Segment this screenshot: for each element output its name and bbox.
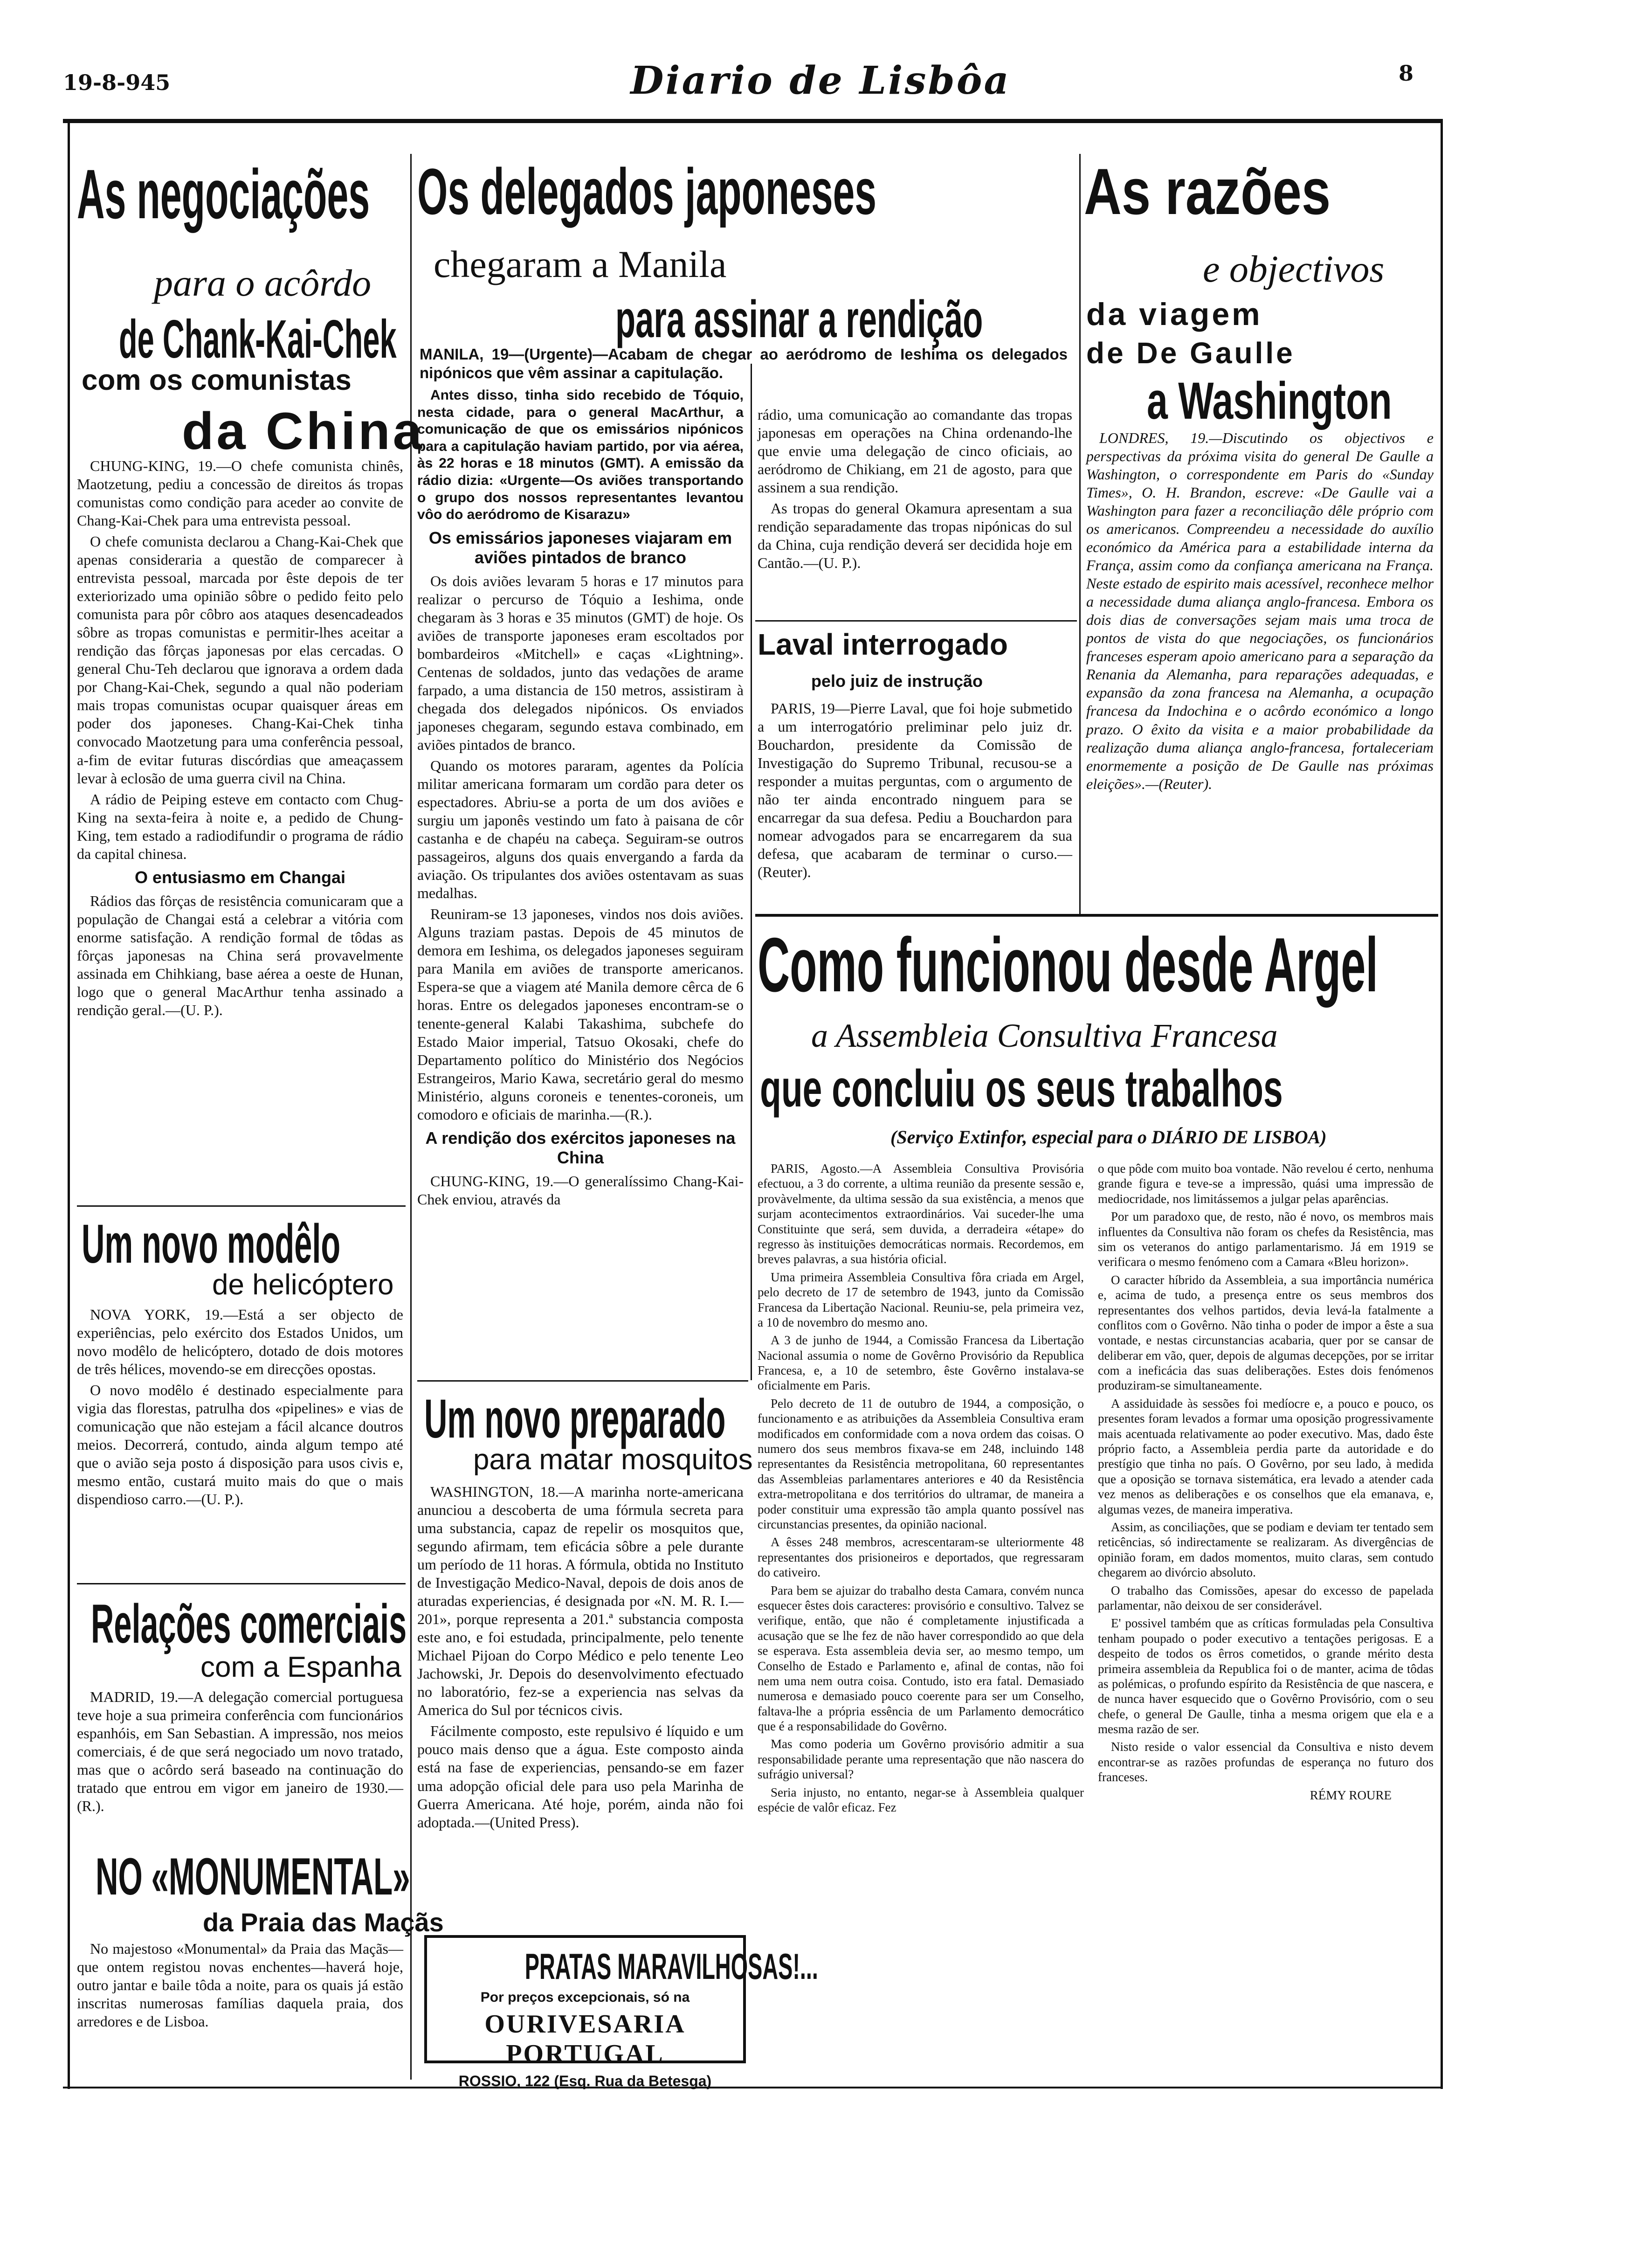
headline-relacoes-comerciais: Relações comerciais <box>91 1593 407 1655</box>
subhead-de-de-gaulle: de De Gaulle <box>1086 336 1295 370</box>
subhead-com-a-espanha: com a Espanha <box>200 1651 401 1683</box>
paragraph: No majestoso «Monumental» da Praia das Maçãs—que ontem registou novas enchentes—haverá hoje, outro jantar e baile tôda a noite, para os quais já estão inscritas numerosas famílias daquela praia, dos arredores e de Lisboa. <box>77 1940 403 2030</box>
paragraph: WASHINGTON, 18.—A marinha norte-americana anunciou a descoberta de uma fórmula secreta para uma substancia, capaz de repelir os mosquitos que, segundo afirmam, tem eficácia sôbre a pele durante um período de 11 horas. A fórmula, obtida no Instituto de Investigação Medico-Naval, depois de dois anos de aturadas experiencias, é designada por «N. M. R. I.—201», porque representa a 201.ª substancia composta este ano, e foi estudada, principalmente, pelo tenente Michael Pijoan do Corpo Médico e pelo tenente Leo Jachowski, Jr. Depois do desenvolvimento efectuado no laboratório, fez-se a experiencia nas selvas da America do Sul por técnicos civis. <box>417 1483 744 1719</box>
paragraph: rádio, uma comunicação ao comandante das tropas japonesas em operações na China ordenando-lhe que envie uma delegação de cinco oficiais, ao aeródromo de Chikiang, em 21 de agosto, para que assinem a sua rendição. <box>758 406 1072 496</box>
masthead: Diario de Lisbôa <box>630 58 1011 103</box>
article-preparado <box>417 1483 744 1834</box>
paragraph: Uma primeira Assembleia Consultiva fôra criada em Argel, pelo decreto de 17 de setembro de 1943, junto da Comissão Francesa da Libertação Nacional. Reuniu-se, pela primeira vez, a 10 de novembro do mesmo ano. <box>758 1270 1084 1329</box>
paragraph: Reuniram-se 13 japoneses, vindos nos dois aviões. Alguns traziam pastas. Depois de 45 minutos de demora em Ieshima, os delegados japoneses seguiram para Manila em aviões de transporte americanos. Espera-se que a viagem até Manila demore cêrca de 6 horas. Entre os delegados japoneses encontram-se o tenente-general Kalabi Takashima, subchefe do Estado Maior imperial, Tatsuo Okosaki, chefe do Departamento político do Ministério dos Negócios Estrangeiros, Mario Kawa, secretário geral do mesmo Ministério, alguns coroneis e tenentes-coroneis, um comodoro e oficiais de marinha.—(R.). <box>417 906 744 1123</box>
paragraph: Nisto reside o valor essencial da Consultiva e nisto devem encontrar-se as razões profundas de esperança no futuro dos franceses. <box>1098 1740 1434 1784</box>
paragraph: Mas como poderia um Govêrno provisório admitir a sua responsabilidade perante uma representação que não nascera do sufrágio universal? <box>758 1737 1084 1782</box>
subhead-praia-das-macas: da Praia das Maçãs <box>203 1908 444 1937</box>
right-border <box>1441 119 1443 2089</box>
article-delegados-cont <box>758 406 1072 575</box>
paragraph: O chefe comunista declarou a Chang-Kai-Chek que apenas consideraria a questão de comparecer à entrevista pessoal, marcada por êste depois de ter exteriorizado uma opinião sôbre o pedido feito pelo comunista para pôr côbro aos ataques desencadeados sôbre as tropas comunistas e permitir-lhes aceitar a rendição das fôrças japonesas por elas cercadas. O general Chu-Teh declarou que ignorava a ordem dada por Chang-Kai-Chek, segundo a qual não poderiam mais tropas comunistas ocupar quaisquer áreas em poder dos japoneses. Chang-Kai-Chek tinha convocado Maotzetung para uma conferência pessoal, a-fim de evitar futuras discórdias que ameaçassem levar à eclosão de uma guerra civil na China. <box>77 533 403 787</box>
subhead-concluiu: que concluiu os seus trabalhos <box>760 1059 1283 1118</box>
page-number: 8 <box>1399 61 1414 86</box>
ad-line-ourivesaria: OURIVESARIA PORTUGAL <box>484 2010 686 2068</box>
article-razoes <box>1086 429 1434 796</box>
headline-laval: Laval interrogado <box>758 628 1008 661</box>
issue-date: 19-8-945 <box>63 70 171 95</box>
subhead-da-china: da China <box>182 402 425 460</box>
subhead-matar-mosquitos: para matar mosquitos <box>473 1444 753 1476</box>
headline-novo-preparado: Um novo preparado <box>424 1388 726 1450</box>
headline-novo-modelo: Um novo modêlo <box>82 1213 341 1275</box>
subhead-helicoptero: de helicóptero <box>212 1269 394 1301</box>
headline-negociacoes: As negociações <box>77 155 370 233</box>
paragraph: Fácilmente composto, este repulsivo é líquido e um pouco mais denso que a água. Este composto ainda está na fase de experiencias, pensando-se em fazer uma adopção oficial dele para uso pela Marinha de Guerra Americana. Até hoje, porém, ainda não foi adoptada.—(United Press). <box>417 1722 744 1831</box>
advertisement-ourivesaria <box>424 1935 818 2089</box>
article-laval <box>758 699 1072 884</box>
subhead-e-objectivos: e objectivos <box>1203 248 1385 290</box>
article-monumental <box>77 1940 403 2033</box>
subhead-chegaram-a-manila: chegaram a Manila <box>434 243 727 285</box>
subhead-da-viagem: da viagem <box>1086 297 1262 332</box>
subhead-a-washington: a Washington <box>1147 372 1392 430</box>
paragraph: CHUNG-KING, 19.—O generalíssimo Chang-Kai-Chek enviou, através da <box>417 1172 744 1208</box>
paragraph: A 3 de junho de 1944, a Comissão Francesa da Libertação Nacional assumia o nome de Govêrno Provisório da Republica Francesa, e, a 10 de setembro, êste Govêrno instalava-se oficialmente em Paris. <box>758 1333 1084 1393</box>
subhead-chank-kai-chek: de Chank-Kai-Chek <box>119 309 397 369</box>
article-argel-left <box>758 1161 1084 1818</box>
paragraph: Quando os motores pararam, agentes da Polícia militar americana formaram um cordão para deter os espectadores. Abriu-se a porta de um dos aviões e surgiu um japonês vestindo um fato à paisana de côr castanha e de chapéu na cabeça. Seguiram-se outros passageiros, alguns dos quais envergando a farda da aviação. Os tripulantes dos aviões ostentavam as suas medalhas. <box>417 757 744 902</box>
article-helicoptero <box>77 1306 403 1511</box>
headline-monumental: NO «MONUMENTAL» <box>96 1847 410 1906</box>
article-argel-right <box>1098 1161 1434 1803</box>
paragraph: A assiduidade às sessões foi medíocre e, a pouco e pouco, os presentes foram levados a formar uma oposição progressivamente mais acentuada relativamente ao poder executivo. Mas, dado êste próprio facto, a Assembleia perdia parte da autoridade e do prestígio que tinha no país. O Govêrno, por seu lado, à medida que a oposição se tornava sistemática, era levado a atender cada vez menos as deliberações e os conselhos que ela emanava, e, algumas vezes, de maneira imperativa. <box>1098 1396 1434 1516</box>
ad-line-pratas: PRATAS MARAVILHOSAS!... <box>524 1946 818 1987</box>
paragraph: MADRID, 19.—A delegação comercial portuguesa teve hoje a sua primeira conferência com funcionários espanhóis, em San Sebastian. A impressão, nos meios comerciais, é de que será negociado um novo tratado, mas que o acôrdo será baseado na continuação do tratado que entrou em vigor em janeiro de 1930.—(R.). <box>77 1688 403 1815</box>
byline-extinfor: (Serviço Extinfor, especial para o DIÁRIO DE LISBOA) <box>890 1127 1327 1148</box>
paragraph: O caracter híbrido da Assembleia, a sua importância numérica e, acima de tudo, a presença entre os seus membros dos representantes dos velhos partidos, devia levá-la fatalmente a conflitos com o Govêrno. Não tinha o poder de impor a êste a sua vontade, e nestas circunstancias acabaria, quer por se cansar de deliberar em vão, quer, depois de algumas decepções, por se irritar com a ineficácia das suas deliberações. Estes dois fenómenos produziram-se simultaneamente. <box>1098 1272 1434 1393</box>
column-rule <box>1079 154 1081 914</box>
paragraph: Os dois aviões levaram 5 horas e 17 minutos para realizar o percurso de Tóquio a Ieshima, onde chegaram às 3 horas e 35 minutos (GMT) de hoje. Os aviões de transporte japoneses eram escoltados por bombardeiros «Mitchell» e caças «Lightning». Centenas de soldados, junto das vedações de arame farpado, a uma distancia de 150 metros, assistiram à chegada dos delegados nipónicos. Os enviados japoneses chegaram, segundo estava combinado, em aviões pintados de branco. <box>417 572 744 754</box>
paragraph: CHUNG-KING, 19.—O chefe comunista chinês, Maotzetung, pediu a concessão de direitos ás tropas comunistas como condição para aceder ao convite de Chang-Kai-Chek para uma entrevista pessoal. <box>77 457 403 529</box>
headline-delegados-japoneses: Os delegados japoneses <box>417 155 877 228</box>
lead-manila: MANILA, 19—(Urgente)—Acabam de chegar ao aeródromo de Ieshima os delegados nipónicos que vêm assinar a capitulação. <box>420 346 1068 381</box>
subhead-para-o-acordo: para o acôrdo <box>154 262 372 304</box>
article-delegados <box>417 387 744 1211</box>
author-signature: RÉMY ROURE <box>1310 1788 1392 1802</box>
headline-as-razoes: As razões <box>1084 155 1331 228</box>
paragraph: Por um paradoxo que, de resto, não é novo, os membros mais influentes da Consultiva não foram os chefes da Resistência, mas sim os veteranos do antigo parlamentarismo. Já em 1919 se verificara o mesmo fenómeno com a Camara «Bleu horizon». <box>1098 1210 1434 1269</box>
article-rule <box>417 1380 748 1382</box>
paragraph: O novo modêlo é destinado especialmente para vigia das florestas, patrulha dos «pipelines» e vias de comunicação que não estejam a fácil alcance doutros meios. Decorrerá, contudo, ainda algum tempo até que o avião seja posto á disposição para usos civis e, mesmo então, custará muito mais do que o mais dispendioso carro.—(U. P.). <box>77 1382 403 1508</box>
column-rule <box>751 364 752 1380</box>
subhead-assembleia-consultiva: a Assembleia Consultiva Francesa <box>811 1017 1278 1054</box>
left-border <box>68 119 70 2089</box>
paragraph: NOVA YORK, 19.—Está a ser objecto de experiências, pelo exército dos Estados Unidos, um novo modêlo de helicóptero, dotado de dois motores de três hélices, movendo-se em direcções opostas. <box>77 1306 403 1378</box>
subhead-com-os-comunistas: com os comunistas <box>82 364 352 396</box>
top-rule <box>63 119 1443 123</box>
subhead-avioes: Os emissários japoneses viajaram em aviões pintados de branco <box>428 528 732 567</box>
paragraph: E' possivel também que as críticas formuladas pela Consultiva tenham poupado o poder executivo a tentações perigosas. E a despeito de todos os êrros cometidos, o grande mérito desta primeira assembleia da Republica foi o de manter, acima de tôdas as polémicas, o profundo espírito da Resistência de que nascera, e de nunca haver esquecido que o Govêrno Provisório, com o seu chefe, o general De Gaulle, tinha a mesma origem que ela e a mesma razão de ser. <box>1098 1616 1434 1736</box>
article-rule <box>77 1583 406 1584</box>
paragraph: LONDRES, 19.—Discutindo os objectivos e perspectivas da próxima visita do general De Gaulle a Washington, o correspondente em Paris do «Sunday Times», O. H. Brandon, escreve: «De Gaulle vai a Washington para fazer a reconciliação dêle próprio com os americanos. Compreendeu a necessidade do auxílio económico da América para a estabilidade interna da França, assim como da confiança americana na França. Neste estado de espirito mais acessível, reconhece melhor a necessidade duma aliança anglo-francesa. Embora os dois dias de conversações sejam mais uma troca de pontos de vista do que negociações, os funcionários franceses esperam apoio americano para a separação da Renania da Alemanha, para reparações adequadas, e expansão da zona francesa na Alemanha, a ocupação francesa da Indochina e o acôrdo económico a longo prazo. O êxito da visita e a maior probabilidade da realização duma aliança anglo-francesa, fortaleceriam enormemente a posição de De Gaulle nas próximas eleições».—(Reuter). <box>1086 429 1434 792</box>
paragraph: Assim, as conciliações, que se podiam e deviam ter tentado sem reticências, só indirectamente se realizaram. As divergências de opinião foram, em dados momentos, muito claras, sem contudo chegarem ao divórcio absoluto. <box>1098 1520 1434 1580</box>
bottom-rule <box>63 2087 1443 2088</box>
paragraph: Seria injusto, no entanto, negar-se à Assembleia qualquer espécie de valôr eficaz. Fez <box>758 1785 1084 1815</box>
headline-como-funcionou: Como funcionou desde Argel <box>758 922 1378 1008</box>
paragraph: Pelo decreto de 11 de outubro de 1944, a composição, o funcionamento e as atribuições da Assembleia Consultiva eram modificados em conformidade com a nova ordem das coisas. O numero dos seus membros fixava-se em 248, incluindo 148 representantes da Resistência metropolitana, 60 representantes das Assembleias parlamentares anteriores e 40 da Resistência extra-metropolitana e dos territórios do ultramar, de maneira a poder constituir uma expressão tão ampla quanto possível nas circunstancias presentes, da opinião nacional. <box>758 1396 1084 1531</box>
subhead-entusiasmo: O entusiasmo em Changai <box>134 867 346 887</box>
article-rule <box>77 1205 406 1207</box>
paragraph: A rádio de Peiping esteve em contacto com Chug-King na sexta-feira à noite e, a pedido de Chung-King, tem estado a radiodifundir o programa de rádio da capital chinesa. <box>77 790 403 862</box>
paragraph: Rádios das fôrças de resistência comunicaram que a população de Changai está a celebrar a vitória com enorme satisfação. A rendição formal de tôdas as fôrças japonesas na China será provavelmente assinada em Chihkiang, base aérea a oeste de Hunan, logo que o general MacArthur tenha assinado a rendição geral.—(U. P.). <box>77 892 403 1018</box>
paragraph: PARIS, Agosto.—A Assembleia Consultiva Provisória efectuou, a 3 do corrente, a ultima reunião da presente sessão e, provàvelmente, da ultima sessão da sua existência, a menos que surjam acontecimentos extraordinários. Vai suceder-lhe uma Constituinte que será, sem duvida, a derradeira «étape» do regresso às instituições democráticas normais. Recordemos, em breves palavras, a sua história oficial. <box>758 1162 1084 1266</box>
paragraph: Para bem se ajuizar do trabalho desta Camara, convém nunca esquecer êstes dois caracteres: provisório e consultivo. Talvez se verifique, então, que não é completamente injustificada a acusação que se lhe fez de não haver correspondido ao que dela se esperava. Esta assembleia devia ser, ao mesmo tempo, um Conselho de Estado e Parlamento e, afinal de contas, não foi nem uma nem outra coisa. Contudo, isto era fatal. Demasiado numerosa e demasiado pouco coerente para ser um Conselho, faltava-lhe a própria essência de um Parlamento democrático que é a responsabilidade do Govêrno. <box>758 1583 1084 1734</box>
ad-line-precos: Por preços excepcionais, só na <box>480 1990 690 2005</box>
subhead-juiz: pelo juiz de instrução <box>811 671 983 691</box>
article-negociacoes <box>77 457 403 1022</box>
paragraph: PARIS, 19—Pierre Laval, que foi hoje submetido a um interrogatório preliminar pelo juiz dr. Bouchardon, presidente da Comissão de Investigação do Supremo Tribunal, recusou-se a responder a muitas perguntas, com o argumento de não ter ainda encontrado ninguem para se encarregar da sua defesa. Pediu a Bouchardon para nomear advogados para se encarregarem da sua defesa, que acabaram de terminar o curso.—(Reuter). <box>758 700 1072 881</box>
article-relacoes <box>77 1688 403 1818</box>
paragraph-bold: Antes disso, tinha sido recebido de Tóquio, nesta cidade, para o general MacArthur, a comunicação de que os emissários nipónicos para a capitulação haviam partido, por via aérea, às 22 horas e 18 minutos (GMT). A emissão da rádio dizia: «Urgente—Os aviões transportando o grupo dos nossos representantes levantou vôo do aeródromo de Kisarazu» <box>417 387 744 523</box>
subhead-para-assinar: para assinar a rendição <box>615 290 983 348</box>
ad-line-rossio: ROSSIO, 122 (Esq. Rua da Betesga) <box>458 2073 712 2089</box>
subhead-rendicao-china: A rendição dos exércitos japoneses na China <box>425 1128 736 1167</box>
article-rule <box>755 914 1438 917</box>
paragraph: o que pôde com muito boa vontade. Não revelou é certo, nenhuma grande figura e teve-se a impressão, quási uma impressão de mediocridade, nos limitássemos a julgar pelas aparências. <box>1098 1162 1434 1206</box>
paragraph: O trabalho das Comissões, apesar do excesso de papelada parlamentar, não deixou de ser considerável. <box>1098 1583 1434 1612</box>
article-rule <box>755 620 1077 622</box>
paragraph: As tropas do general Okamura apresentam a sua rendição separadamente das tropas nipónicas do sul da China, cuja rendição deverá ser decidida hoje em Cantão.—(U. P.). <box>758 500 1072 572</box>
paragraph: A êsses 248 membros, acrescentaram-se ulteriormente 48 representantes dos prisioneiros e deportados, que regressaram do cativeiro. <box>758 1535 1084 1580</box>
